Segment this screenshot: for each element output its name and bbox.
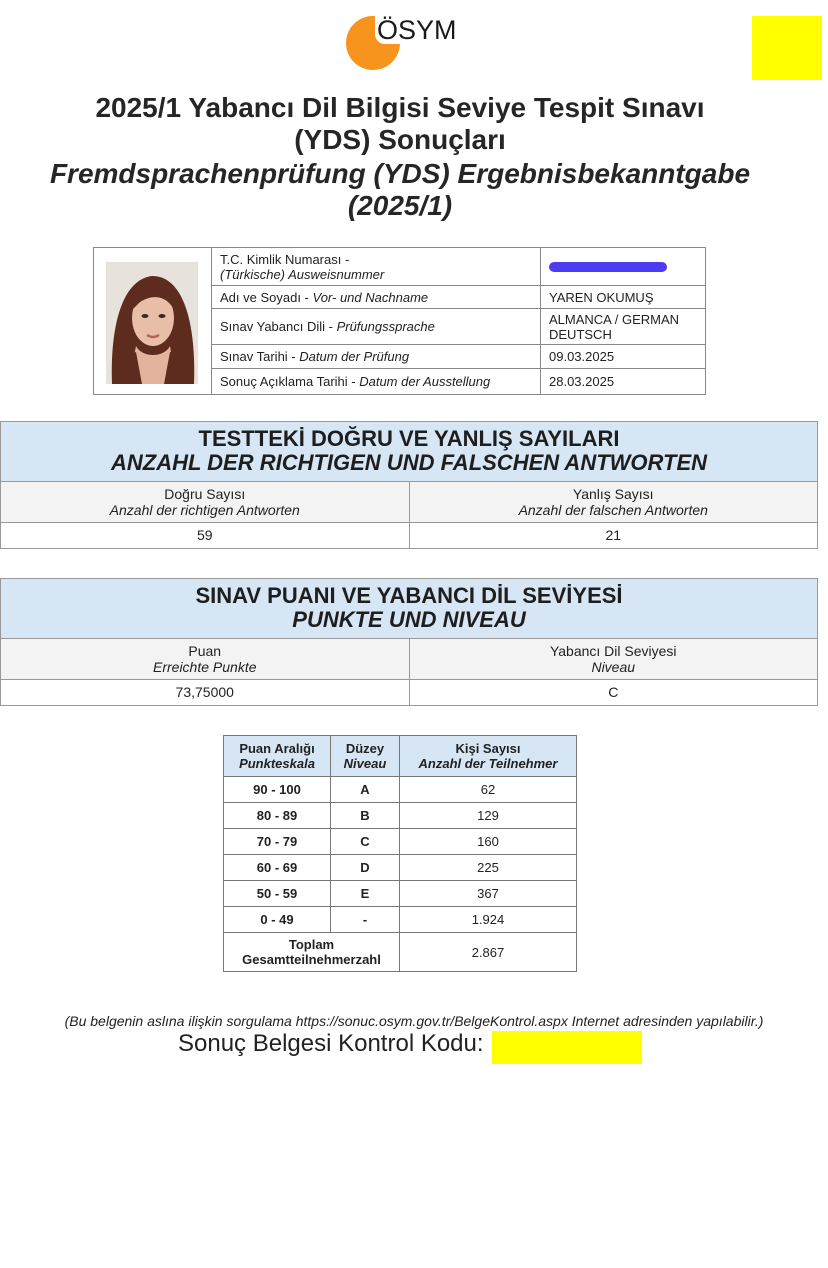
points-value: 73,75000 xyxy=(175,684,234,700)
table-row: 90 - 100 A 62 xyxy=(224,777,577,803)
exam-date-label-de: Datum der Prüfung xyxy=(299,349,410,364)
title-line-1: 2025/1 Yabancı Dil Bilgisi Seviye Tespit Sınavı xyxy=(95,92,705,123)
exam-date: 09.03.2025 xyxy=(549,349,615,364)
row-exam-date xyxy=(212,345,705,369)
title-turkish xyxy=(0,92,800,156)
osym-logo xyxy=(346,14,466,70)
wrong-count: 21 xyxy=(409,523,818,548)
wrong-header: Yanlış Sayısı Anzahl der falschen Antworten xyxy=(409,482,818,522)
table-header-row xyxy=(224,736,577,777)
points-header: Puan Erreichte Punkte xyxy=(153,643,257,675)
level-value: C xyxy=(409,680,818,705)
total-label: Toplam Gesamtteilnehmerzahl xyxy=(224,933,400,972)
answers-header-row xyxy=(1,482,817,523)
answers-heading-tr: TESTTEKİ DOĞRU VE YANLIŞ SAYILARI xyxy=(198,426,620,451)
title-line-2: (YDS) Sonuçları xyxy=(294,124,506,155)
row-id-number xyxy=(212,248,705,286)
total-count: 2.867 xyxy=(400,933,577,972)
level-header: Yabancı Dil Seviyesi Niveau xyxy=(409,639,818,679)
table-row: 60 - 69 D 225 xyxy=(224,855,577,881)
title-german xyxy=(0,158,800,222)
answers-heading-de: ANZAHL DER RICHTIGEN UND FALSCHEN ANTWORTEN xyxy=(110,450,708,475)
exam-language: ALMANCA / GERMAN xyxy=(549,311,680,327)
score-heading xyxy=(1,579,817,639)
result-date-label-de: Datum der Ausstellung xyxy=(359,374,491,389)
table-row: 80 - 89 B 129 xyxy=(224,803,577,829)
control-code-label: Sonuç Belgesi Kontrol Kodu: xyxy=(178,1030,484,1057)
language-label-tr: Sınav Yabancı Dili - xyxy=(220,319,337,334)
score-header-row xyxy=(1,639,817,680)
level-col-header: Düzey Niveau xyxy=(331,736,400,777)
range-header: Puan Aralığı Punkteskala xyxy=(224,736,331,777)
name-label-de: Vor- und Nachname xyxy=(312,289,429,305)
language-label-de: Prüfungssprache xyxy=(336,319,435,334)
score-heading-de: PUNKTE UND NIVEAU xyxy=(292,607,526,632)
row-exam-language xyxy=(212,309,705,345)
verification-note: (Bu belgenin aslına ilişkin sorgulama https://sonuc.osym.gov.tr/BelgeKontrol.aspx Internet adresinden yapılabilir.) xyxy=(64,1013,764,1029)
logo-text: ÖSYM xyxy=(377,15,457,45)
score-section xyxy=(0,578,818,706)
answers-value-row xyxy=(1,523,817,548)
result-date-label-tr: Sonuç Açıklama Tarihi - xyxy=(220,374,360,389)
title-de-line-2: (2025/1) xyxy=(347,190,453,221)
id-label-tr: T.C. Kimlik Numarası - xyxy=(220,251,350,267)
result-date: 28.03.2025 xyxy=(549,374,615,389)
table-total-row xyxy=(224,933,577,972)
name-label-tr: Adı ve Soyadı - xyxy=(220,289,313,305)
row-name xyxy=(212,286,705,309)
exam-date-label-tr: Sınav Tarihi - xyxy=(220,349,300,364)
score-distribution-table xyxy=(223,735,577,972)
count-header: Kişi Sayısı Anzahl der Teilnehmer xyxy=(400,736,577,777)
score-value-row xyxy=(1,680,817,705)
correct-header: Doğru Sayısı Anzahl der richtigen Antworten xyxy=(109,486,300,518)
candidate-name: YAREN OKUMUŞ xyxy=(549,289,654,305)
answers-section xyxy=(0,421,818,549)
row-result-date xyxy=(212,369,705,394)
table-row: 0 - 49 - 1.924 xyxy=(224,907,577,933)
table-row: 70 - 79 C 160 xyxy=(224,829,577,855)
id-label-de: (Türkische) Ausweisnummer xyxy=(220,266,385,282)
title-de-line-1: Fremdsprachenprüfung (YDS) Ergebnisbekanntgabe xyxy=(49,158,751,189)
correct-count: 59 xyxy=(196,527,213,543)
control-code-redaction xyxy=(492,1031,642,1064)
exam-language-2: DEUTSCH xyxy=(549,326,612,342)
answers-heading xyxy=(1,422,817,482)
id-number-redaction xyxy=(549,262,667,272)
candidate-photo xyxy=(106,262,198,384)
table-row: 50 - 59 E 367 xyxy=(224,881,577,907)
redaction-box-top xyxy=(752,16,822,80)
candidate-info-box xyxy=(93,247,706,395)
score-heading-tr: SINAV PUANI VE YABANCI DİL SEVİYESİ xyxy=(195,583,623,608)
